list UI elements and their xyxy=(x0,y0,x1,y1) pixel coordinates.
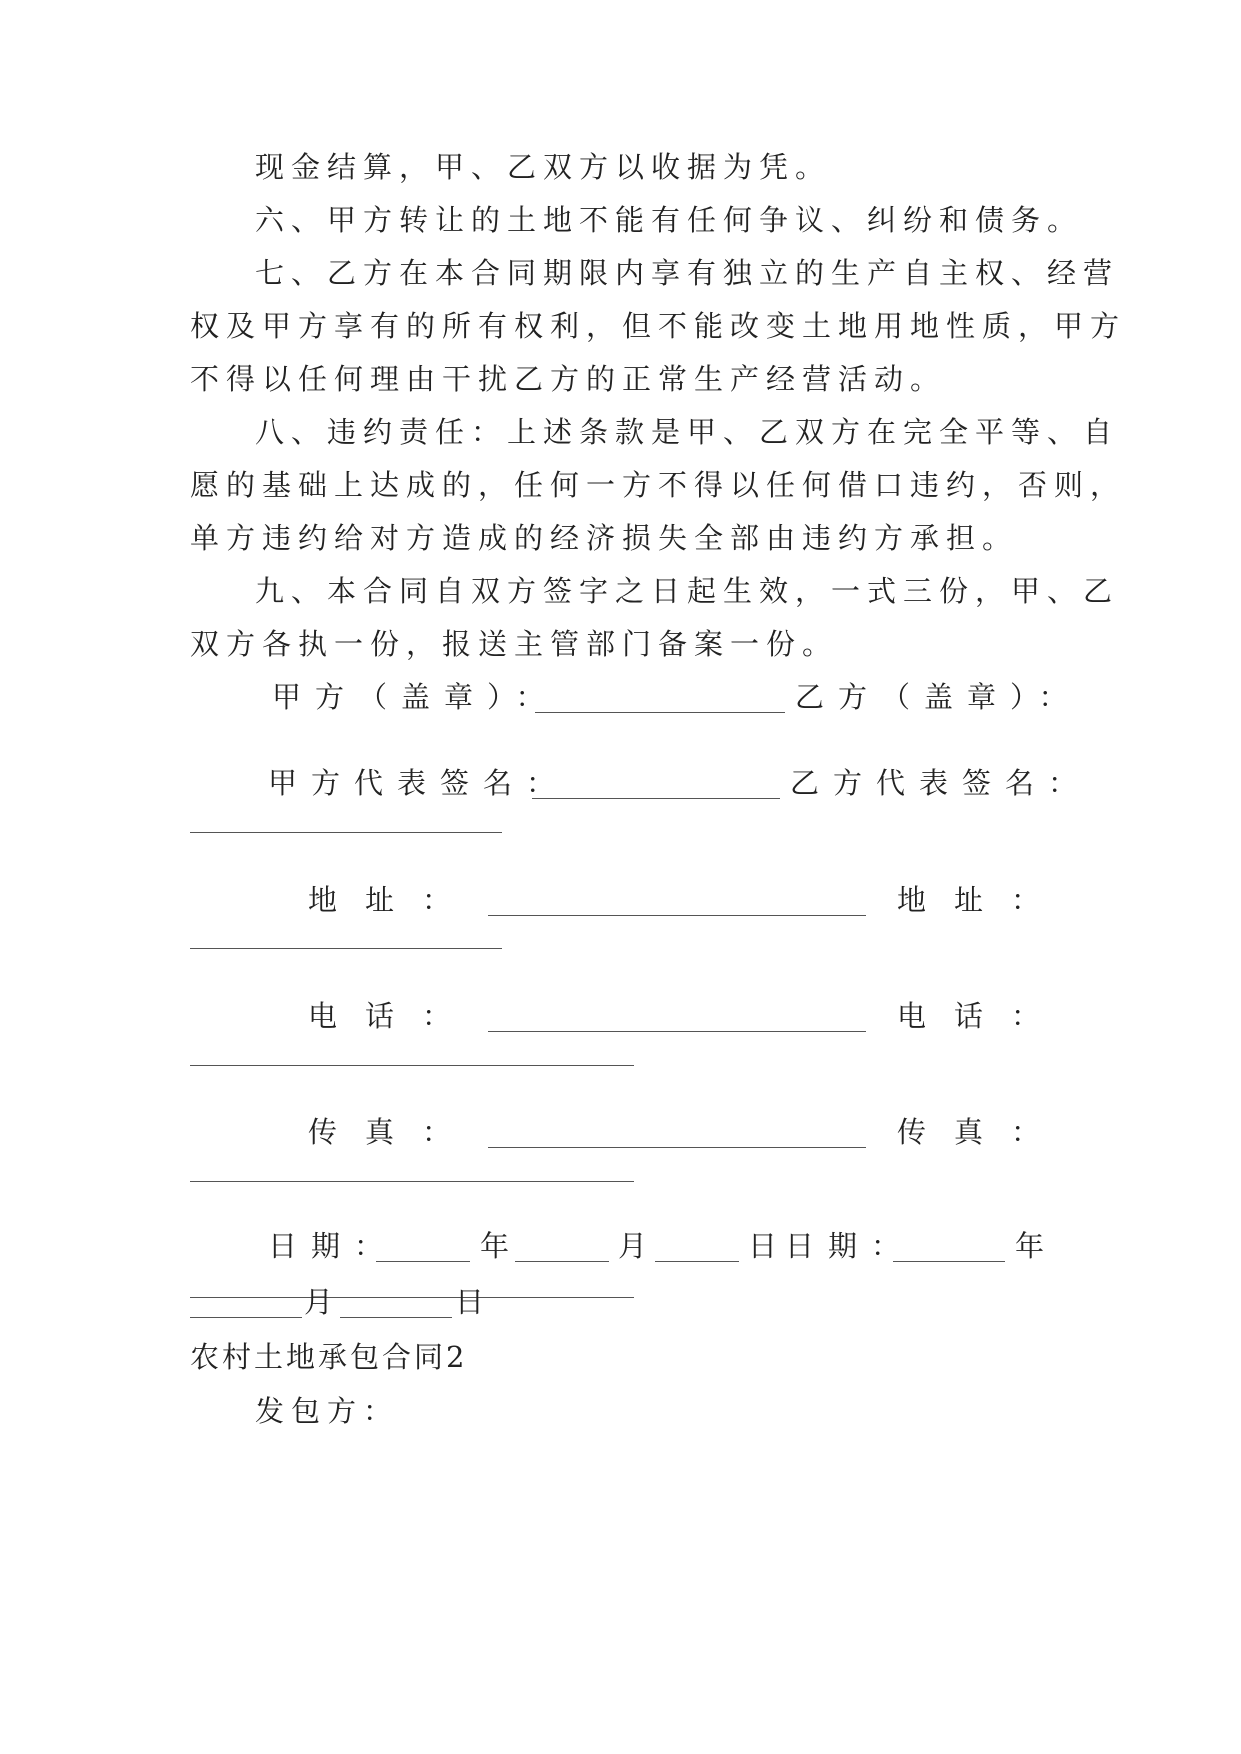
date-a-year-label: 年 xyxy=(480,1229,510,1263)
phone-a-label: 电话： xyxy=(308,999,480,1033)
paragraph-settlement: 现金结算，甲、乙双方以收据为凭。 xyxy=(255,150,832,184)
clause-nine-line-2: 双方各执一份，报送主管部门备案一份。 xyxy=(190,627,839,661)
clause-eight-line-1: 八、违约责任：上述条款是甲、乙双方在完全平等、自 xyxy=(255,415,1120,449)
address-a-blank[interactable] xyxy=(488,915,866,916)
clause-six: 六、甲方转让的土地不能有任何争议、纠纷和债务。 xyxy=(255,203,1084,237)
date-a-label: 日期： xyxy=(268,1229,398,1263)
date-a-day-label: 日 xyxy=(748,1229,778,1263)
date-b-day-label: 日 xyxy=(455,1285,485,1319)
address-a-label: 地址： xyxy=(308,883,480,917)
clause-seven-line-2: 权及甲方享有的所有权利，但不能改变土地用地性质，甲方 xyxy=(190,309,1127,343)
party-a-rep-blank[interactable] xyxy=(532,798,780,799)
party-a-seal-blank[interactable] xyxy=(535,712,785,713)
date-a-month-blank[interactable] xyxy=(515,1261,609,1262)
date-b-month-blank[interactable] xyxy=(190,1317,302,1318)
clause-eight-line-3: 单方违约给对方造成的经济损失全部由违约方承担。 xyxy=(190,521,1019,555)
address-b-label: 地址： xyxy=(897,883,1069,917)
clause-seven-line-3: 不得以任何理由干扰乙方的正常生产经营活动。 xyxy=(190,362,947,396)
party-b-seal-blank[interactable] xyxy=(190,832,502,833)
employer-label: 发包方： xyxy=(255,1394,400,1428)
fax-a-label: 传真： xyxy=(308,1115,480,1149)
phone-b-label: 电话： xyxy=(897,999,1069,1033)
date-b-year-blank[interactable] xyxy=(893,1261,1005,1262)
clause-seven-line-1: 七、乙方在本合同期限内享有独立的生产自主权、经营 xyxy=(255,256,1120,290)
address-b-blank[interactable] xyxy=(190,1065,634,1066)
date-b-day-blank[interactable] xyxy=(340,1317,452,1318)
party-b-rep-label: 乙方代表签名： xyxy=(790,766,1092,800)
fax-b-label: 传真： xyxy=(897,1115,1069,1149)
date-a-year-blank[interactable] xyxy=(376,1261,470,1262)
date-a-month-label: 月 xyxy=(618,1229,648,1263)
date-b-month-label: 月 xyxy=(304,1285,334,1319)
clause-nine-line-1: 九、本合同自双方签字之日起生效，一式三份，甲、乙 xyxy=(255,574,1120,608)
date-b-label: 日期： xyxy=(785,1229,915,1263)
phone-a-blank[interactable] xyxy=(488,1031,866,1032)
party-b-rep-blank[interactable] xyxy=(190,948,502,949)
date-b-year-label: 年 xyxy=(1015,1229,1045,1263)
clause-eight-line-2: 愿的基础上达成的，任何一方不得以任何借口违约，否则， xyxy=(190,468,1127,502)
fax-b-blank[interactable] xyxy=(190,1297,634,1298)
party-a-seal-label: 甲方（盖章）： xyxy=(272,680,559,714)
fax-a-blank[interactable] xyxy=(488,1147,866,1148)
next-contract-title: 农村土地承包合同2 xyxy=(190,1340,468,1374)
party-b-seal-label: 乙方（盖章）： xyxy=(795,680,1082,714)
phone-b-blank[interactable] xyxy=(190,1181,634,1182)
party-a-rep-label: 甲方代表签名： xyxy=(268,766,570,800)
date-a-day-blank[interactable] xyxy=(655,1261,739,1262)
